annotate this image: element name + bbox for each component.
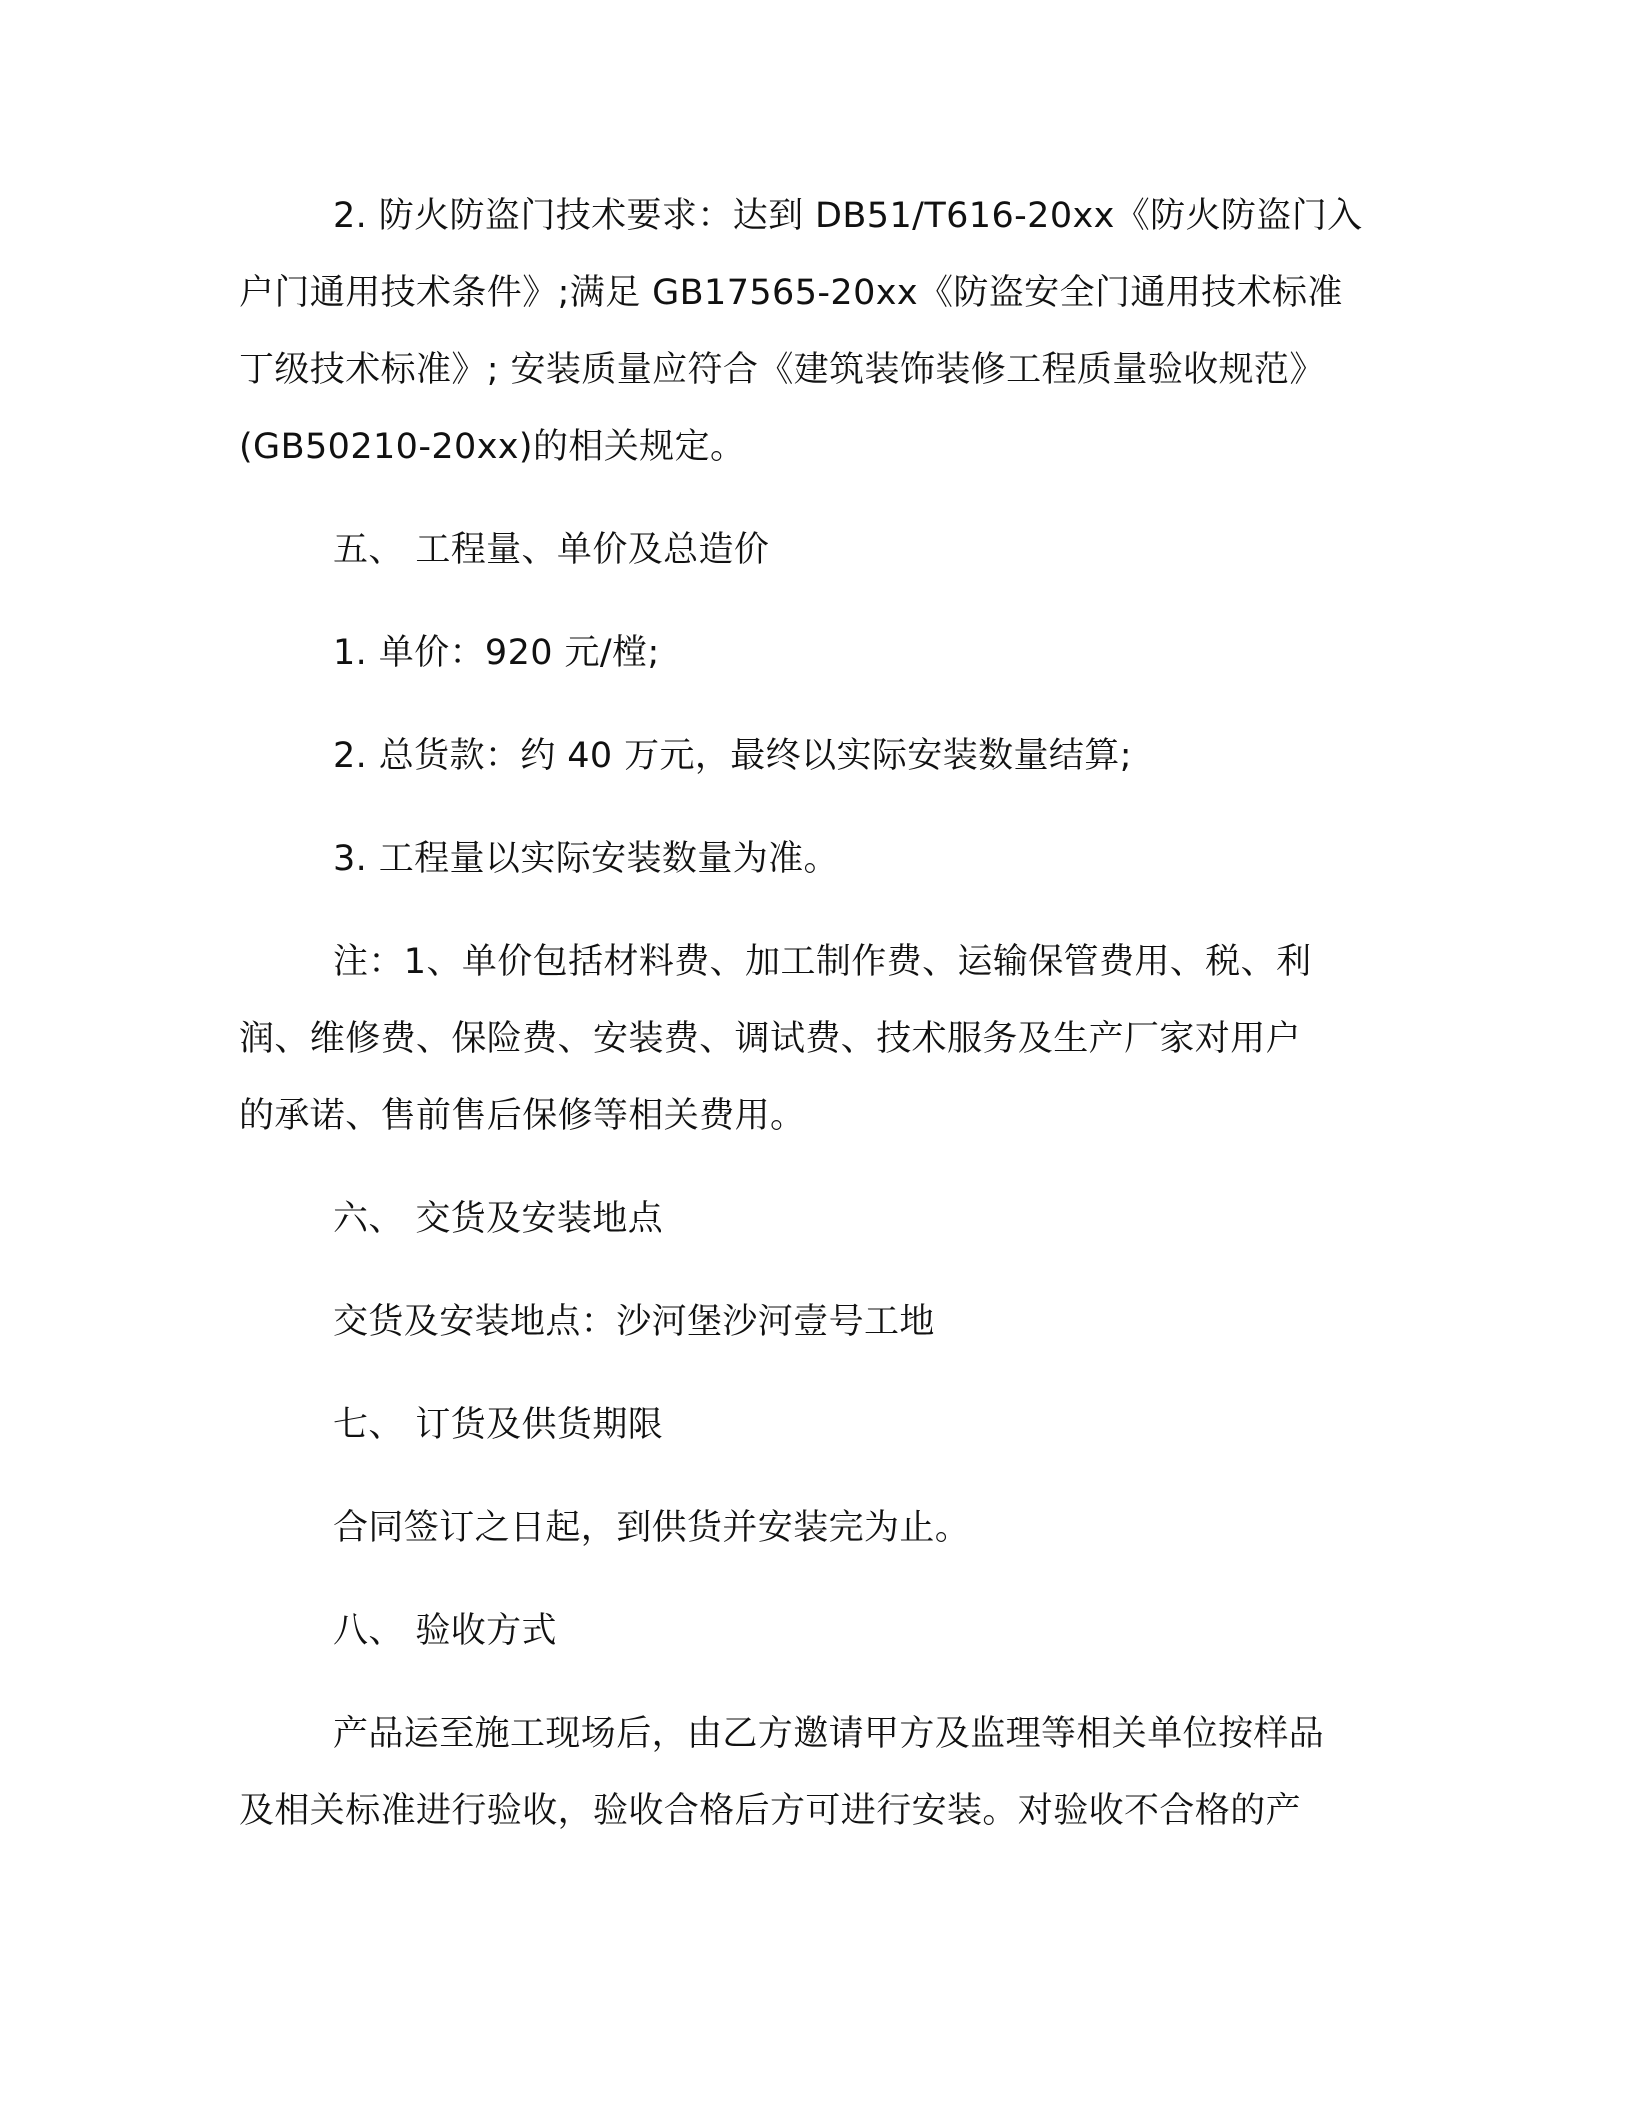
section-7-heading: 七、 订货及供货期限 [333,1405,664,1445]
door-requirement-line-1: 2. 防火防盗门技术要求：达到 DB51/T616-20xx《防火防盗门入 [333,196,1363,236]
door-requirement-line-4: (GB50210-20xx)的相关规定。 [239,427,746,467]
delivery-location: 交货及安装地点：沙河堡沙河壹号工地 [333,1302,935,1342]
acceptance-line-2: 及相关标准进行验收，验收合格后方可进行安装。对验收不合格的产 [239,1791,1302,1831]
price-note-line-3: 的承诺、售前售后保修等相关费用。 [239,1096,806,1136]
total-payment-item: 2. 总货款：约 40 万元，最终以实际安装数量结算; [333,736,1132,776]
door-requirement-line-3: 丁级技术标准》; 安装质量应符合《建筑装饰装修工程质量验收规范》 [239,350,1325,390]
price-note-line-2: 润、维修费、保险费、安装费、调试费、技术服务及生产厂家对用户 [239,1019,1302,1059]
price-note-line-1: 注：1、单价包括材料费、加工制作费、运输保管费用、税、利 [333,942,1312,982]
door-requirement-line-2: 户门通用技术条件》;满足 GB17565-20xx《防盗安全门通用技术标准 [239,273,1343,313]
section-6-heading: 六、 交货及安装地点 [333,1199,664,1239]
section-5-heading: 五、 工程量、单价及总造价 [333,530,770,570]
acceptance-line-1: 产品运至施工现场后，由乙方邀请甲方及监理等相关单位按样品 [333,1714,1325,1754]
supply-period: 合同签订之日起，到供货并安装完为止。 [333,1508,971,1548]
section-8-heading: 八、 验收方式 [333,1611,557,1651]
unit-price-item: 1. 单价：920 元/樘; [333,633,660,673]
quantity-item: 3. 工程量以实际安装数量为准。 [333,839,839,879]
